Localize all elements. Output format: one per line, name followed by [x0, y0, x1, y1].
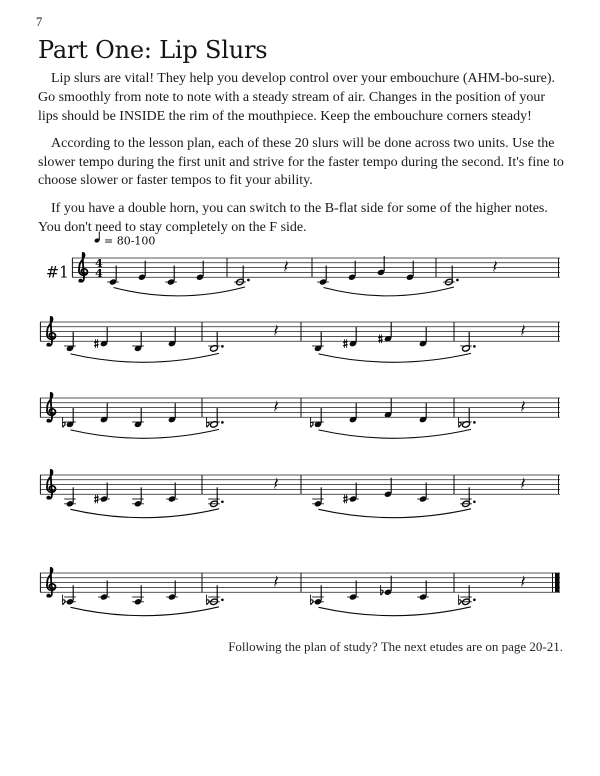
note-E4-quarter	[138, 260, 146, 280]
note-A3-quarter	[64, 487, 76, 507]
quarter-rest-icon	[274, 324, 277, 337]
augmentation-dot	[473, 598, 476, 601]
quarter-rest-icon	[284, 260, 287, 273]
note-B3-dotted-half	[208, 332, 224, 352]
slur	[71, 429, 220, 438]
footer-note: Following the plan of study? The next etudes are on page 20-21.	[228, 639, 563, 654]
note-A3-quarter	[312, 487, 324, 507]
sharp-icon	[378, 335, 382, 344]
slur	[319, 607, 472, 616]
slur	[319, 429, 472, 438]
note-B3-dotted-half	[460, 332, 476, 352]
note-A3-dotted-half	[208, 487, 224, 507]
quarter-rest-icon	[521, 477, 524, 490]
augmentation-dot	[473, 500, 476, 503]
page-number: 7	[36, 15, 43, 29]
augmentation-dot	[221, 421, 224, 424]
flat-icon	[311, 595, 314, 605]
slur	[319, 509, 472, 518]
note-E4-quarter	[196, 260, 204, 280]
augmentation-dot	[456, 278, 459, 281]
note-E4-quarter	[384, 478, 392, 498]
note-D4-quarter	[168, 403, 176, 423]
note-C#4-quarter	[343, 483, 359, 504]
flat-icon	[459, 417, 462, 427]
note-D#4-quarter	[94, 327, 108, 348]
augmentation-dot	[473, 345, 476, 348]
flat-icon	[63, 595, 66, 605]
note-Ab3-dotted-half	[459, 585, 476, 605]
note-C4-quarter	[166, 581, 178, 601]
flat-icon	[63, 417, 66, 427]
note-Bb3-quarter	[63, 407, 76, 427]
note-F4-quarter	[384, 398, 392, 418]
sharp-icon	[343, 495, 347, 504]
augmentation-dot	[221, 598, 224, 601]
quarter-rest-icon	[521, 324, 524, 337]
note-Bb3-dotted-half	[207, 407, 224, 427]
note-A3-dotted-half	[460, 487, 476, 507]
time-signature: 4	[95, 256, 103, 270]
sharp-icon	[343, 339, 347, 348]
exercise-label: #1	[46, 263, 69, 282]
paragraph-2: According to the lesson plan, each of these 20 slurs will be done across two units. Use the slower tempo during the first unit and strive for the faster tempo during the second. It's fine to choose slower or faster tempos to fit your ability.	[38, 135, 564, 189]
note-C4-dotted-half	[234, 265, 250, 285]
augmentation-dot	[247, 278, 250, 281]
note-E4-quarter	[348, 260, 356, 280]
note-F#4-quarter	[378, 322, 392, 343]
note-C#4-quarter	[417, 483, 429, 503]
note-C4-quarter	[165, 265, 177, 285]
note-Bb3-dotted-half	[459, 407, 476, 427]
note-Ab3-quarter	[63, 585, 76, 605]
flat-icon	[207, 417, 210, 427]
augmentation-dot	[473, 421, 476, 424]
quarter-rest-icon	[274, 575, 277, 588]
paragraph-1: Lip slurs are vital! They help you develop control over your embouchure (AHM-bo-sure). Go smoothly from note to note with a steady stream of air. Changes in the position of your lips should be INSIDE the rim of the mouthpiece. Keep the embouchure corners steady!	[38, 71, 555, 124]
paragraph-3: If you have a double horn, you can switch to the B-flat side for some of the higher notes. You don't need to stay completely on the F side.	[38, 200, 548, 235]
note-Eb4-quarter	[381, 576, 393, 596]
time-signature: 4	[95, 266, 103, 280]
flat-icon	[381, 585, 384, 595]
slur	[71, 607, 220, 616]
note-C4-quarter	[107, 265, 119, 285]
note-B3-quarter	[132, 332, 144, 352]
note-D#4-quarter	[168, 327, 176, 347]
quarter-rest-icon	[274, 400, 277, 413]
note-D#4-quarter	[419, 327, 427, 347]
augmentation-dot	[221, 345, 224, 348]
note-B3-quarter	[64, 332, 76, 352]
sharp-icon	[94, 495, 98, 504]
tempo-marking	[94, 231, 156, 247]
note-E4-quarter	[406, 260, 414, 280]
quarter-rest-icon	[493, 260, 496, 273]
note-G4-quarter	[377, 255, 385, 275]
note-Ab3-dotted-half	[207, 585, 224, 605]
note-C#4-quarter	[166, 483, 178, 503]
page-title: Part One: Lip Slurs	[38, 36, 268, 64]
svg-text:= 80-100: = 80-100	[104, 234, 156, 247]
note-B3-quarter	[312, 332, 324, 352]
staff-system-3	[0, 364, 600, 452]
note-A3-quarter	[132, 487, 144, 507]
note-C4-quarter	[417, 581, 429, 601]
staff-system-4	[0, 441, 600, 529]
note-D4-quarter	[419, 403, 427, 423]
quarter-rest-icon	[274, 477, 277, 490]
final-barline	[555, 573, 560, 592]
note-Ab3-quarter	[311, 585, 324, 605]
note-D#4-quarter	[343, 327, 357, 348]
flat-icon	[459, 595, 462, 605]
note-C4-dotted-half	[443, 265, 459, 285]
flat-icon	[207, 595, 210, 605]
note-C4-quarter	[317, 265, 329, 285]
slur	[71, 509, 220, 518]
flat-icon	[311, 417, 314, 427]
note-Ab3-quarter	[132, 585, 144, 605]
augmentation-dot	[221, 500, 224, 503]
note-C#4-quarter	[94, 483, 110, 504]
note-D4-quarter	[349, 403, 357, 423]
slur	[71, 353, 220, 362]
staff-system-5	[0, 539, 600, 627]
sharp-icon	[94, 339, 98, 348]
note-Bb3-quarter	[311, 407, 324, 427]
quarter-rest-icon	[521, 575, 524, 588]
note-C4-quarter	[98, 581, 110, 601]
note-Bb3-quarter	[132, 407, 144, 427]
note-D4-quarter	[100, 403, 108, 423]
quarter-rest-icon	[521, 400, 524, 413]
note-C4-quarter	[347, 581, 359, 601]
slur	[319, 353, 472, 362]
